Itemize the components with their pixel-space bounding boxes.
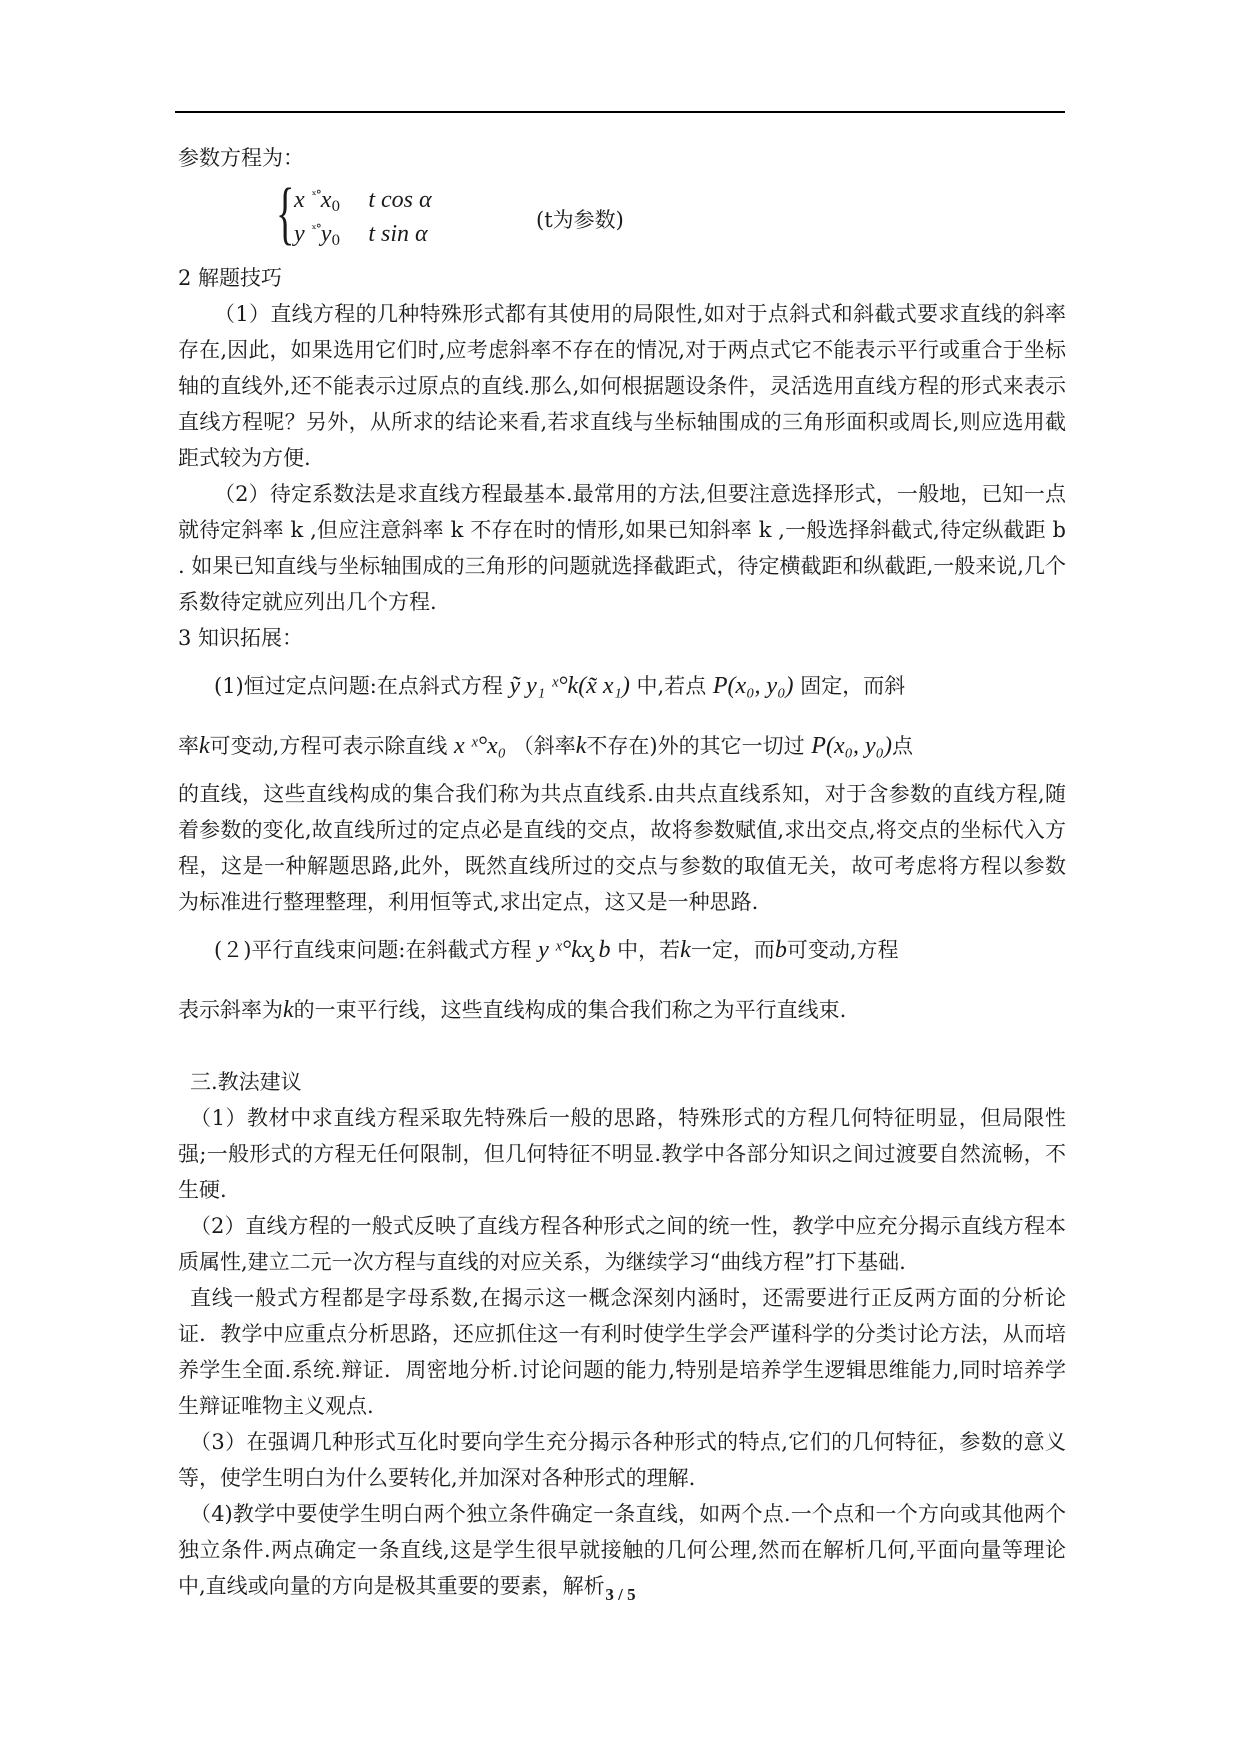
paragraph-5: 的直线，这些直线构成的集合我们称为共点直线系.由共点直线系知，对于含参数的直线方程,随着参数的变化,故直线所过的定点必是直线的交点，故将参数赋值,求出交点,将交点的坐标代入方程，这是一种解题思路,此外，既然直线所过的交点与参数的取值无关，故可考虑将方程以参数为标准进行整理整理，利用恒等式,求出定点，这又是一种思路. (178, 782, 1066, 914)
fixed-point: P(x₀, y₀) (712, 673, 794, 699)
heading-4: 三.教法建议 (190, 1070, 302, 1094)
paragraph-10: 直线一般式方程都是字母系数,在揭示这一概念深刻内涵时，还需要进行正反两方面的分析论证．教学中应重点分析思路，还应抓住这一有利时使学生学会严谨科学的分类讨论方法，从而培养学生全面.系统.辩证．周密地分析.讨论问题的能力,特别是培养学生逻辑思维能力,同时培养学生辩证唯物主义观点. (178, 1286, 1066, 1418)
header-rule (175, 111, 1065, 113)
heading-2: 2 解题技巧 (178, 266, 283, 290)
document-body (178, 140, 1066, 1604)
paragraph-7: 表示斜率为k的一束平行线，这些直线构成的集合我们称之为平行直线束. (178, 997, 847, 1023)
parameter-note: (t为参数) (536, 208, 624, 232)
paragraph-8: （1）教材中求直线方程采取先特殊后一般的思路，特殊形式的方程几何特征明显，但局限性强;一般形式的方程无任何限制，但几何特征不明显.教学中各部分知识之间过渡要自然流畅，不生硬. (178, 1106, 1066, 1202)
paragraph-11: （3）在强调几种形式互化时要向学生充分揭示各种形式的特点,它们的几何特征，参数的意义等，使学生明白为什么要转化,并加深对各种形式的理解. (178, 1430, 1066, 1490)
vertical-line-equation: x ˣ°x₀ (454, 733, 507, 759)
system-line-1: x $^{ˣ^\circ}x_0$ t cos α (294, 187, 432, 215)
paragraph-3: (1)恒过定点问题:在点斜式方程 ỹ y₁ ˣ°k(x̃ x₁) 中,若点 P(x₀, y₀) 固定，而斜 (214, 673, 906, 699)
paragraph-12: （4)教学中要使学生明白两个独立条件确定一条直线，如两个点.一个点和一个方向或其他两个独立条件.两点确定一条直线,这是学生很早就接触的几何公理,然而在解析几何,平面向量等理论中,直线或向量的方向是极其重要的要素，解析 (178, 1502, 1066, 1598)
intro-line: 参数方程为： (178, 146, 304, 170)
parametric-system (276, 175, 1066, 254)
system-line-2: y $^{ˣ^\circ}y_0$ t sin α (294, 221, 428, 249)
paragraph-2: （2）待定系数法是求直线方程最基本.最常用的方法,但要注意选择形式，一般地，已知一点就待定斜率 k ,但应注意斜率 k 不存在时的情形,如果已知斜率 k ,一般选择斜截式,待定纵截距 b . 如果已知直线与坐标轴围成的三角形的问题就选择截距式，待定横截距和纵截距,一般来说,几个系数待定就应列出几个方程. (178, 482, 1066, 614)
brace-glyph: { (276, 175, 295, 252)
page-number: 3 / 5 (605, 1585, 636, 1604)
paragraph-6: (２)平行直线束问题:在斜截式方程 y ˣ°kx̧ b 中，若k一定，而b可变动,方程 (214, 937, 899, 963)
heading-3: 3 知识拓展： (178, 626, 304, 650)
point-slope-equation: ỹ y₁ ˣ°k(x̃ x₁) (509, 673, 630, 699)
paragraph-4: 率k可变动,方程可表示除直线 x ˣ°x₀ （斜率k不存在)外的其它一切过 P(x₀, y₀)点 (178, 733, 913, 759)
paragraph-1: （1）直线方程的几种特殊形式都有其使用的局限性,如对于点斜式和斜截式要求直线的斜率存在,因此，如果选用它们时,应考虑斜率不存在的情况,对于两点式它不能表示平行或重合于坐标轴的直线外,还不能表示过原点的直线.那么,如何根据题设条件，灵活选用直线方程的形式来表示直线方程呢？另外，从所求的结论来看,若求直线与坐标轴围成的三角形面积或周长,则应选用截距式较为方便. (178, 302, 1066, 470)
paragraph-9: （2）直线方程的一般式反映了直线方程各种形式之间的统一性，教学中应充分揭示直线方程本质属性,建立二元一次方程与直线的对应关系，为继续学习“曲线方程”打下基础. (178, 1214, 1066, 1274)
slope-intercept-equation: y ˣ°kx̧ b (538, 937, 611, 963)
